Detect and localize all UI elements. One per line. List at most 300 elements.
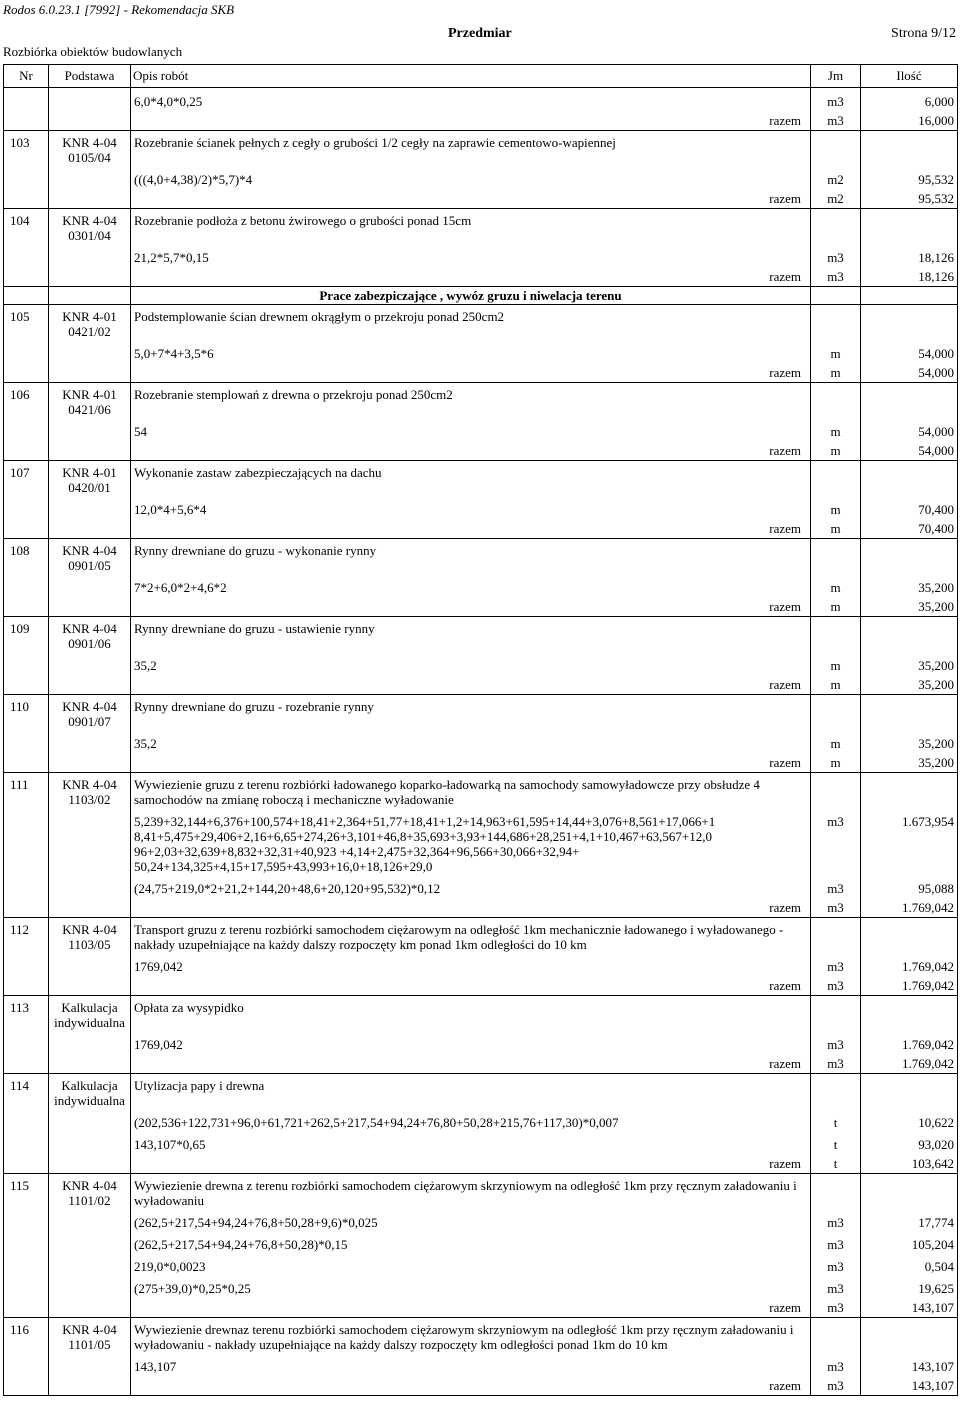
quantity-cell: 70,400	[861, 496, 958, 518]
position-basis	[49, 1275, 131, 1297]
position-row	[4, 996, 958, 1032]
total-label: razem	[769, 1156, 801, 1171]
unit-cell	[811, 996, 861, 1032]
position-basis	[49, 875, 131, 897]
unit-cell: m3	[811, 88, 861, 111]
quantity-cell: 1.769,042	[861, 953, 958, 975]
unit-cell	[811, 918, 861, 954]
calculation-expression: 6,0*4,0*0,25	[131, 88, 811, 111]
position-basis	[49, 1375, 131, 1396]
quantity-cell: 105,204	[861, 1231, 958, 1253]
position-number: 105	[4, 305, 49, 341]
unit-cell: m3	[811, 875, 861, 897]
position-row	[4, 131, 958, 167]
total-row	[4, 752, 958, 773]
position-number	[4, 88, 49, 111]
total-label-cell	[131, 752, 811, 773]
position-basis: KNR 4-04 1101/05	[49, 1318, 131, 1354]
column-header-base: Podstawa	[49, 65, 131, 88]
total-row	[4, 596, 958, 617]
calculation-expression: 143,107*0,65	[131, 1131, 811, 1153]
total-label-cell	[131, 975, 811, 996]
unit-cell: m	[811, 674, 861, 695]
position-basis	[49, 953, 131, 975]
position-basis: KNR 4-01 0421/02	[49, 305, 131, 341]
quantity-cell	[861, 305, 958, 341]
quantity-cell: 54,000	[861, 418, 958, 440]
position-row	[4, 539, 958, 575]
quantity-cell: 1.769,042	[861, 975, 958, 996]
total-label: razem	[769, 900, 801, 915]
calculation-row	[4, 1275, 958, 1297]
position-description: Rozebranie podłoża z betonu żwirowego o grubości ponad 15cm	[131, 209, 811, 245]
total-row	[4, 110, 958, 131]
position-basis	[49, 418, 131, 440]
unit-cell	[811, 383, 861, 419]
calculation-row	[4, 730, 958, 752]
quantity-cell: 54,000	[861, 440, 958, 461]
position-number: 111	[4, 773, 49, 809]
position-number	[4, 496, 49, 518]
quantity-cell: 35,200	[861, 730, 958, 752]
quantity-cell: 70,400	[861, 518, 958, 539]
unit-cell: m3	[811, 1031, 861, 1053]
position-basis	[49, 1353, 131, 1375]
calculation-expression: 5,239+32,144+6,376+100,574+18,41+2,364+51,77+18,41+1,2+14,963+61,595+14,44+3,076+8,561+17,066+1 8,41+5,475+29,406+2,16+6,65+274,26+3,101+46,8+35,693+3,93+144,686+28,251+4,1+10,467+63,567+12,0 96+2,03+32,639+8,832+32,31+40,923 +4,14+2,475+32,364+96,566+30,066+32,94+ 50,24+134,325+4,15+17,595+43,993+16,0+18,126+29,0	[131, 808, 811, 875]
quantity-cell	[861, 131, 958, 167]
position-description: Wywiezienie drewna z terenu rozbiórki samochodem ciężarowym skrzyniowym na odległość 1km przy ręcznym załadowaniu i wyładowaniu	[131, 1174, 811, 1210]
quantity-cell	[861, 209, 958, 245]
position-number	[4, 244, 49, 266]
unit-cell	[811, 1074, 861, 1110]
table-header-row	[4, 65, 958, 88]
calculation-row	[4, 1353, 958, 1375]
position-row	[4, 617, 958, 653]
position-number	[4, 188, 49, 209]
position-basis	[49, 1153, 131, 1174]
position-number	[4, 287, 49, 305]
column-header-unit: Jm	[811, 65, 861, 88]
position-basis: KNR 4-04 0105/04	[49, 131, 131, 167]
calculation-row	[4, 1109, 958, 1131]
total-label: razem	[769, 755, 801, 770]
calculation-expression: (24,75+219,0*2+21,2+144,20+48,6+20,120+95,532)*0,12	[131, 875, 811, 897]
calculation-expression: 143,107	[131, 1353, 811, 1375]
quantity-cell: 143,107	[861, 1353, 958, 1375]
unit-cell: m3	[811, 808, 861, 875]
total-label-cell	[131, 110, 811, 131]
position-row	[4, 305, 958, 341]
position-row	[4, 461, 958, 497]
quantity-cell: 35,200	[861, 674, 958, 695]
calculation-expression: (275+39,0)*0,25*0,25	[131, 1275, 811, 1297]
position-row	[4, 773, 958, 809]
unit-cell	[811, 131, 861, 167]
position-number	[4, 953, 49, 975]
unit-cell: m3	[811, 1275, 861, 1297]
position-number: 115	[4, 1174, 49, 1210]
calculation-row	[4, 953, 958, 975]
calculation-row	[4, 1231, 958, 1253]
unit-cell: m	[811, 518, 861, 539]
unit-cell: t	[811, 1131, 861, 1153]
position-row	[4, 209, 958, 245]
total-row	[4, 1375, 958, 1396]
unit-cell: t	[811, 1153, 861, 1174]
position-number	[4, 752, 49, 773]
quantity-cell	[861, 773, 958, 809]
calculation-row	[4, 652, 958, 674]
position-number: 104	[4, 209, 49, 245]
position-number	[4, 875, 49, 897]
quantity-cell: 103,642	[861, 1153, 958, 1174]
unit-cell	[811, 539, 861, 575]
position-basis	[49, 1053, 131, 1074]
unit-cell: m2	[811, 166, 861, 188]
total-label: razem	[769, 1378, 801, 1393]
position-number	[4, 518, 49, 539]
position-description: Transport gruzu z terenu rozbiórki samochodem ciężarowym na odległość 1km mechanicznie ładowanego i wyładowanego - nakłady uzupełniające na każdy dalszy rozpoczęty km ponad 1km odległości do 10 km	[131, 918, 811, 954]
calculation-expression: (202,536+122,731+96,0+61,721+262,5+217,54+94,24+76,80+50,28+215,76+117,30)*0,007	[131, 1109, 811, 1131]
calculation-row	[4, 1031, 958, 1053]
total-label-cell	[131, 362, 811, 383]
position-number	[4, 1275, 49, 1297]
calculation-expression: 5,0+7*4+3,5*6	[131, 340, 811, 362]
section-title: Rozbiórka obiektów budowlanych	[3, 44, 183, 59]
total-label: razem	[769, 113, 801, 128]
quantity-cell: 0,504	[861, 1253, 958, 1275]
unit-cell: m	[811, 496, 861, 518]
quantity-cell: 143,107	[861, 1375, 958, 1396]
quantity-cell	[861, 1174, 958, 1210]
total-label: razem	[769, 1056, 801, 1071]
total-label-cell	[131, 897, 811, 918]
calculation-row	[4, 1209, 958, 1231]
unit-cell: m3	[811, 975, 861, 996]
calculation-row	[4, 574, 958, 596]
calculation-expression: 12,0*4+5,6*4	[131, 496, 811, 518]
position-basis	[49, 88, 131, 111]
quantity-cell: 95,532	[861, 188, 958, 209]
position-number	[4, 730, 49, 752]
position-basis	[49, 244, 131, 266]
position-basis	[49, 808, 131, 875]
calculation-expression: 54	[131, 418, 811, 440]
quantity-cell: 35,200	[861, 596, 958, 617]
quantity-cell	[861, 461, 958, 497]
quantity-cell	[861, 383, 958, 419]
position-basis	[49, 1231, 131, 1253]
unit-cell	[811, 1174, 861, 1210]
document-title: Przedmiar	[448, 26, 512, 41]
position-basis: KNR 4-01 0420/01	[49, 461, 131, 497]
unit-cell: m3	[811, 1253, 861, 1275]
column-header-quantity: Ilość	[861, 65, 958, 88]
unit-cell	[811, 695, 861, 731]
calculation-row	[4, 1253, 958, 1275]
position-number	[4, 418, 49, 440]
position-number	[4, 1053, 49, 1074]
position-basis	[49, 730, 131, 752]
position-basis	[49, 362, 131, 383]
position-number: 113	[4, 996, 49, 1032]
position-number	[4, 897, 49, 918]
unit-cell: m	[811, 418, 861, 440]
quantity-cell	[861, 1074, 958, 1110]
quantity-cell: 6,000	[861, 88, 958, 111]
position-basis: KNR 4-01 0421/06	[49, 383, 131, 419]
unit-cell: m	[811, 362, 861, 383]
unit-cell: m3	[811, 244, 861, 266]
position-basis	[49, 652, 131, 674]
position-basis	[49, 1253, 131, 1275]
position-basis	[49, 897, 131, 918]
position-number	[4, 166, 49, 188]
total-row	[4, 1053, 958, 1074]
position-description: Rynny drewniane do gruzu - wykonanie rynny	[131, 539, 811, 575]
position-basis	[49, 1297, 131, 1318]
position-basis	[49, 574, 131, 596]
unit-cell: m3	[811, 953, 861, 975]
unit-cell: t	[811, 1109, 861, 1131]
position-row	[4, 1174, 958, 1210]
quantity-cell	[861, 287, 958, 305]
position-number	[4, 362, 49, 383]
position-basis: KNR 4-04 1101/02	[49, 1174, 131, 1210]
position-number	[4, 1231, 49, 1253]
position-description: Utylizacja papy i drewna	[131, 1074, 811, 1110]
total-row	[4, 674, 958, 695]
total-label: razem	[769, 677, 801, 692]
total-label-cell	[131, 518, 811, 539]
position-number	[4, 808, 49, 875]
position-row	[4, 383, 958, 419]
column-header-nr: Nr	[4, 65, 49, 88]
position-row	[4, 695, 958, 731]
position-number: 114	[4, 1074, 49, 1110]
unit-cell	[811, 287, 861, 305]
unit-cell: m3	[811, 1231, 861, 1253]
position-number	[4, 596, 49, 617]
calculation-row	[4, 496, 958, 518]
position-basis: KNR 4-04 1103/02	[49, 773, 131, 809]
position-basis	[49, 440, 131, 461]
calculation-expression: 21,2*5,7*0,15	[131, 244, 811, 266]
position-number	[4, 1031, 49, 1053]
position-number	[4, 266, 49, 287]
quantity-cell: 35,200	[861, 752, 958, 773]
total-label: razem	[769, 443, 801, 458]
unit-cell: m3	[811, 1209, 861, 1231]
position-basis	[49, 1209, 131, 1231]
total-label: razem	[769, 599, 801, 614]
total-row	[4, 440, 958, 461]
total-label-cell	[131, 1297, 811, 1318]
quantity-cell	[861, 1318, 958, 1354]
total-label: razem	[769, 978, 801, 993]
quantity-cell: 54,000	[861, 362, 958, 383]
position-basis	[49, 1109, 131, 1131]
calculation-row	[4, 166, 958, 188]
quantity-cell: 1.769,042	[861, 1031, 958, 1053]
quantity-cell	[861, 617, 958, 653]
total-row	[4, 518, 958, 539]
total-row	[4, 362, 958, 383]
position-basis	[49, 496, 131, 518]
position-description: Wywiezienie gruzu z terenu rozbiórki ładowanego koparko-ładowarką na samochody samowyładowcze przy obsłudze 4 samochodów na zmianę roboczą i mechaniczne wyładowanie	[131, 773, 811, 809]
quantity-cell	[861, 918, 958, 954]
position-basis: Kalkulacja indywidualna	[49, 996, 131, 1032]
position-basis: KNR 4-04 0901/06	[49, 617, 131, 653]
position-number	[4, 440, 49, 461]
unit-cell: m3	[811, 1375, 861, 1396]
position-number	[4, 652, 49, 674]
position-basis	[49, 166, 131, 188]
calculation-row	[4, 1131, 958, 1153]
total-row	[4, 266, 958, 287]
quantity-cell: 35,200	[861, 652, 958, 674]
unit-cell: m3	[811, 897, 861, 918]
position-basis: Kalkulacja indywidualna	[49, 1074, 131, 1110]
total-label-cell	[131, 674, 811, 695]
calculation-expression: (262,5+217,54+94,24+76,8+50,28)*0,15	[131, 1231, 811, 1253]
estimate-table	[3, 64, 958, 1396]
position-number	[4, 1353, 49, 1375]
position-number: 103	[4, 131, 49, 167]
section-heading-row	[4, 287, 958, 305]
position-basis	[49, 188, 131, 209]
unit-cell: m3	[811, 1353, 861, 1375]
position-number	[4, 1109, 49, 1131]
position-description: Rozebranie stemplowań z drewna o przekroju ponad 250cm2	[131, 383, 811, 419]
total-label-cell	[131, 596, 811, 617]
total-label: razem	[769, 521, 801, 536]
total-label-cell	[131, 266, 811, 287]
total-label: razem	[769, 1300, 801, 1315]
total-label: razem	[769, 269, 801, 284]
position-number	[4, 674, 49, 695]
total-row	[4, 1297, 958, 1318]
position-number	[4, 574, 49, 596]
quantity-cell: 1.769,042	[861, 1053, 958, 1074]
unit-cell: m3	[811, 1297, 861, 1318]
position-basis: KNR 4-04 0301/04	[49, 209, 131, 245]
total-row	[4, 1153, 958, 1174]
quantity-cell: 95,088	[861, 875, 958, 897]
position-number	[4, 1209, 49, 1231]
total-label-cell	[131, 440, 811, 461]
unit-cell	[811, 461, 861, 497]
position-basis	[49, 1131, 131, 1153]
position-basis	[49, 1031, 131, 1053]
position-description: Wykonanie zastaw zabezpieczających na dachu	[131, 461, 811, 497]
calculation-expression: 1769,042	[131, 1031, 811, 1053]
position-description: Rozebranie ścianek pełnych z cegły o grubości 1/2 cegły na zaprawie cementowo-wapiennej	[131, 131, 811, 167]
quantity-cell	[861, 539, 958, 575]
quantity-cell: 93,020	[861, 1131, 958, 1153]
unit-cell	[811, 305, 861, 341]
unit-cell: m	[811, 340, 861, 362]
calculation-expression: 1769,042	[131, 953, 811, 975]
position-number	[4, 975, 49, 996]
position-number: 108	[4, 539, 49, 575]
quantity-cell: 17,774	[861, 1209, 958, 1231]
unit-cell: m	[811, 652, 861, 674]
position-description: Wywiezienie drewnaz terenu rozbiórki samochodem ciężarowym skrzyniowym na odległość 1km przy ręcznym załadowaniu i wyładowaniu - nakłady uzupełniające na każdy dalszy rozpoczęty km odległości ponad 1km do 10 km	[131, 1318, 811, 1354]
position-row	[4, 918, 958, 954]
calculation-row	[4, 88, 958, 111]
total-label-cell	[131, 1375, 811, 1396]
position-description: Opłata za wysypidko	[131, 996, 811, 1032]
total-label: razem	[769, 365, 801, 380]
calculation-expression: 35,2	[131, 730, 811, 752]
position-basis	[49, 518, 131, 539]
calculation-expression: 219,0*0,0023	[131, 1253, 811, 1275]
total-label: razem	[769, 191, 801, 206]
quantity-cell: 16,000	[861, 110, 958, 131]
unit-cell: m	[811, 440, 861, 461]
unit-cell: m	[811, 752, 861, 773]
position-row	[4, 1318, 958, 1354]
quantity-cell: 143,107	[861, 1297, 958, 1318]
total-label-cell	[131, 188, 811, 209]
total-row	[4, 188, 958, 209]
position-number	[4, 1375, 49, 1396]
quantity-cell: 1.769,042	[861, 897, 958, 918]
calculation-expression: (262,5+217,54+94,24+76,8+50,28+9,6)*0,025	[131, 1209, 811, 1231]
position-basis: KNR 4-04 0901/05	[49, 539, 131, 575]
position-description: Rynny drewniane do gruzu - rozebranie rynny	[131, 695, 811, 731]
calculation-expression: 7*2+6,0*2+4,6*2	[131, 574, 811, 596]
position-basis	[49, 110, 131, 131]
table-body	[4, 88, 958, 1396]
position-number: 112	[4, 918, 49, 954]
quantity-cell: 35,200	[861, 574, 958, 596]
page-number: Strona 9/12	[891, 26, 956, 41]
position-number	[4, 1297, 49, 1318]
quantity-cell	[861, 695, 958, 731]
unit-cell: m3	[811, 266, 861, 287]
quantity-cell: 1.673,954	[861, 808, 958, 875]
unit-cell: m	[811, 574, 861, 596]
column-header-description: Opis robót	[131, 65, 811, 88]
quantity-cell	[861, 996, 958, 1032]
position-number	[4, 1153, 49, 1174]
total-row	[4, 897, 958, 918]
position-number	[4, 340, 49, 362]
quantity-cell: 10,622	[861, 1109, 958, 1131]
calculation-row	[4, 875, 958, 897]
position-basis: KNR 4-04 0901/07	[49, 695, 131, 731]
calculation-row	[4, 340, 958, 362]
unit-cell	[811, 617, 861, 653]
quantity-cell: 95,532	[861, 166, 958, 188]
unit-cell: m3	[811, 1053, 861, 1074]
unit-cell	[811, 773, 861, 809]
position-basis	[49, 596, 131, 617]
unit-cell	[811, 1318, 861, 1354]
quantity-cell: 19,625	[861, 1275, 958, 1297]
calculation-row	[4, 808, 958, 875]
unit-cell: m3	[811, 110, 861, 131]
calculation-expression: (((4,0+4,38)/2)*5,7)*4	[131, 166, 811, 188]
position-basis	[49, 266, 131, 287]
total-label-cell	[131, 1053, 811, 1074]
position-row	[4, 1074, 958, 1110]
quantity-cell: 54,000	[861, 340, 958, 362]
unit-cell: m2	[811, 188, 861, 209]
calculation-expression: 35,2	[131, 652, 811, 674]
